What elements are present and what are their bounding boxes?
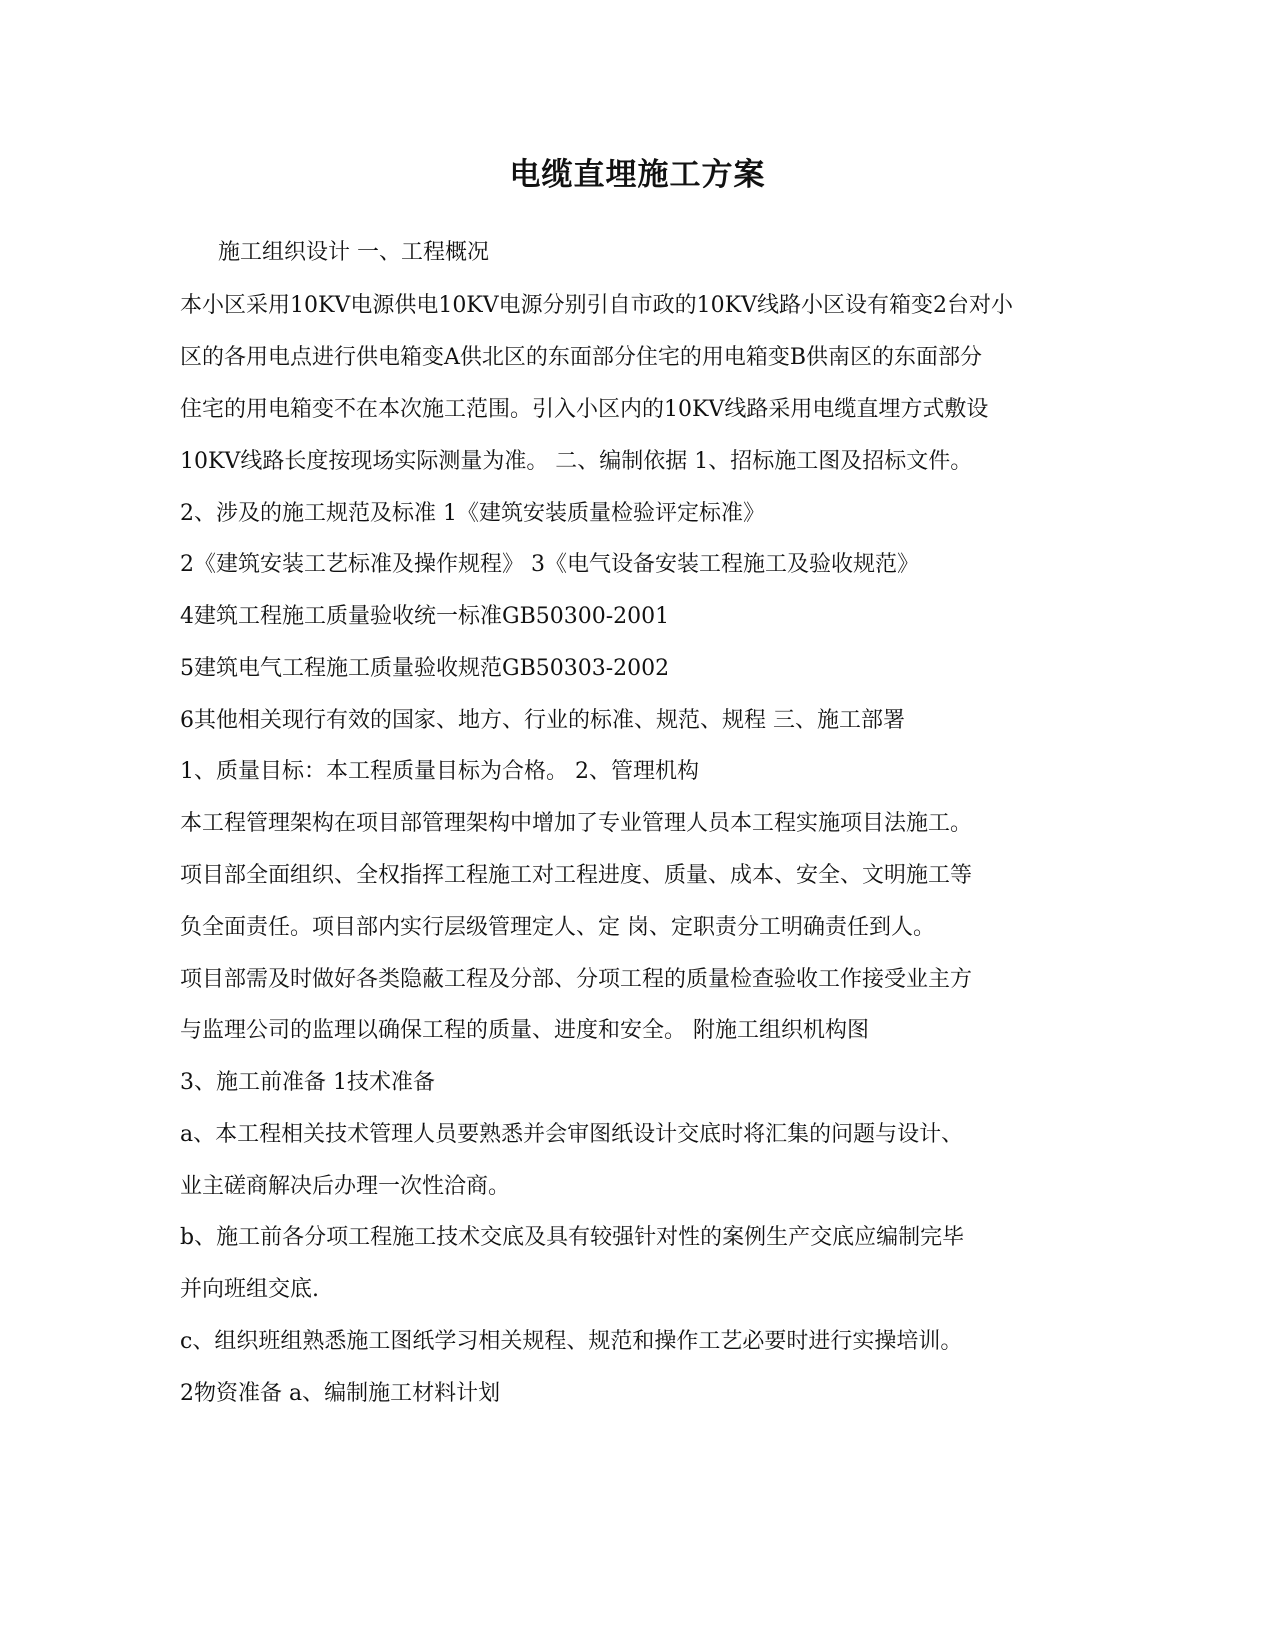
paragraph-line: 2物资准备 a、编制施工材料计划: [180, 1381, 501, 1406]
paragraph-line: 住宅的用电箱变不在本次施工范围。引入小区内的10KV线路采用电缆直埋方式敷设: [180, 397, 989, 422]
paragraph-line: a、本工程相关技术管理人员要熟悉并会审图纸设计交底时将汇集的问题与设计、: [180, 1122, 964, 1147]
paragraph-line: 2《建筑安装工艺标准及操作规程》 3《电气设备安装工程施工及验收规范》: [180, 552, 919, 577]
paragraph-line: 项目部需及时做好各类隐蔽工程及分部、分项工程的质量检查验收工作接受业主方: [180, 967, 973, 992]
paragraph-line: 与监理公司的监理以确保工程的质量、进度和安全。 附施工组织机构图: [180, 1018, 869, 1043]
paragraph-line: 施工组织设计 一、工程概况: [218, 240, 489, 265]
paragraph-line: 项目部全面组织、全权指挥工程施工对工程进度、质量、成本、安全、文明施工等: [180, 863, 973, 888]
paragraph-line: 本小区采用10KV电源供电10KV电源分别引自市政的10KV线路小区设有箱变2台对小: [180, 293, 1013, 318]
paragraph-line: 2、涉及的施工规范及标准 1《建筑安装质量检验评定标准》: [180, 501, 765, 526]
paragraph-line: c、组织班组熟悉施工图纸学习相关规程、规范和操作工艺必要时进行实操培训。: [180, 1329, 963, 1354]
paragraph-line: 并向班组交底.: [180, 1277, 319, 1302]
paragraph-line: 1、质量目标：本工程质量目标为合格。 2、管理机构: [180, 759, 699, 784]
paragraph-line: b、施工前各分项工程施工技术交底及具有较强针对性的案例生产交底应编制完毕: [180, 1225, 965, 1250]
paragraph-line: 负全面责任。项目部内实行层级管理定人、定 岗、定职责分工明确责任到人。: [180, 915, 935, 940]
paragraph-line: 4建筑工程施工质量验收统一标准GB50300-2001: [180, 604, 670, 629]
paragraph-line: 业主磋商解决后办理一次性洽商。: [180, 1174, 511, 1199]
paragraph-line: 3、施工前准备 1技术准备: [180, 1070, 435, 1095]
paragraph-line: 本工程管理架构在项目部管理架构中增加了专业管理人员本工程实施项目法施工。: [180, 811, 973, 836]
document-title: 电缆直埋施工方案: [509, 157, 766, 193]
paragraph-line: 6其他相关现行有效的国家、地方、行业的标准、规范、规程 三、施工部署: [180, 708, 905, 733]
paragraph-line: 5建筑电气工程施工质量验收规范GB50303-2002: [180, 656, 670, 681]
paragraph-line: 区的各用电点进行供电箱变A供北区的东面部分住宅的用电箱变B供南区的东面部分: [180, 345, 983, 370]
paragraph-line: 10KV线路长度按现场实际测量为准。 二、编制依据 1、招标施工图及招标文件。: [180, 449, 973, 474]
